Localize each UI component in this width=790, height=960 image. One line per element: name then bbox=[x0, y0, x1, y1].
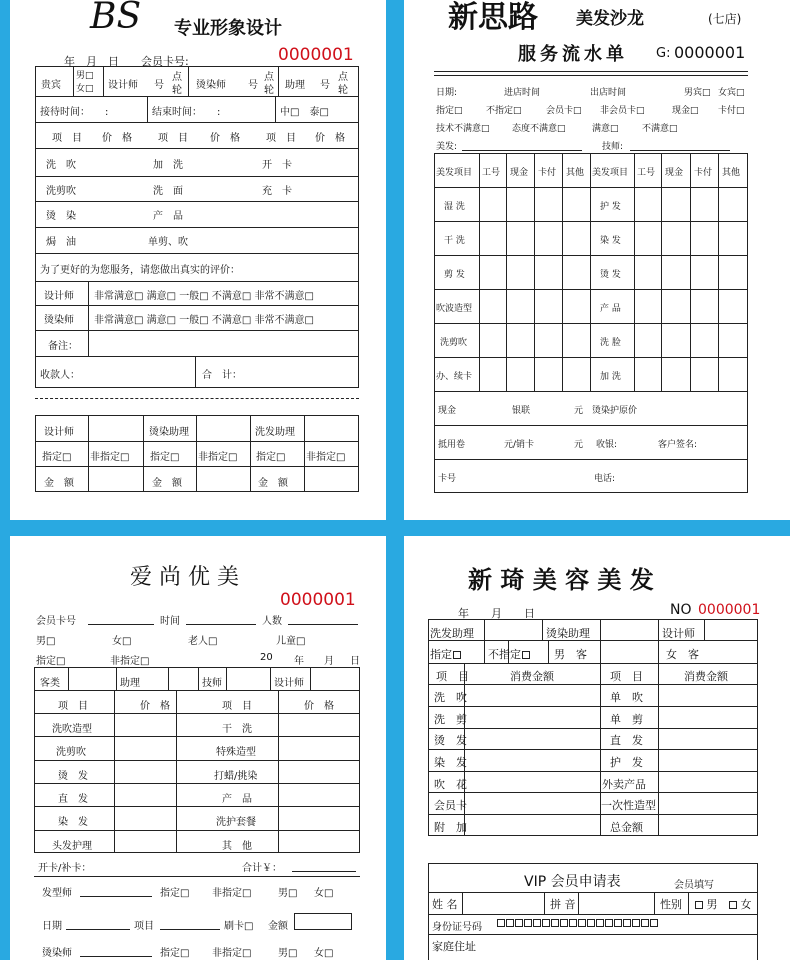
checkbox-icon[interactable] bbox=[695, 901, 703, 909]
service-item: 染 发 bbox=[434, 756, 467, 769]
service-item: 附 加 bbox=[434, 821, 467, 834]
vip-subtitle: 会员填写 bbox=[674, 880, 714, 891]
digit-box[interactable] bbox=[587, 919, 595, 927]
item-label: 项目 bbox=[134, 921, 154, 932]
digit-box[interactable] bbox=[614, 919, 622, 927]
header-item: 项 目 bbox=[158, 133, 188, 144]
elder-checkbox[interactable]: 老人□ bbox=[188, 636, 218, 647]
digit-box[interactable] bbox=[497, 919, 505, 927]
id-number-label: 身份证号码 bbox=[432, 922, 482, 933]
brand-name: 新思路 bbox=[448, 0, 538, 35]
pinyin-label: 拼 音 bbox=[550, 898, 576, 911]
assign-checkbox[interactable]: 指定□ bbox=[42, 452, 72, 463]
id-number-boxes[interactable] bbox=[496, 918, 658, 929]
assign-label: 指定 bbox=[430, 648, 452, 661]
service-item: 单 剪 bbox=[610, 713, 643, 726]
digit-box[interactable] bbox=[605, 919, 613, 927]
gender-label: 性别 bbox=[660, 898, 682, 911]
attitude-unsatisfied-checkbox[interactable]: 态度不满意□ bbox=[512, 124, 566, 134]
evaluation-prompt: 为了更好的为您服务，请您做出真实的评价： bbox=[40, 265, 240, 276]
satisfied-checkbox[interactable]: 满意□ bbox=[592, 124, 619, 134]
amount-label: 金额 bbox=[268, 921, 288, 932]
service-item: 头发护理 bbox=[52, 841, 92, 852]
female-checkbox[interactable] bbox=[728, 896, 752, 912]
form-title: 服务流水单 bbox=[518, 44, 628, 65]
service-item: 染 发 bbox=[600, 236, 621, 246]
digit-box[interactable] bbox=[506, 919, 514, 927]
header-job-no: 工号 bbox=[482, 168, 501, 178]
day-label: 日 bbox=[350, 656, 360, 667]
unassign-checkbox[interactable]: 非指定□ bbox=[212, 888, 252, 899]
service-item: 洗剪吹 bbox=[56, 747, 86, 758]
service-item: 洗 面 bbox=[153, 186, 183, 197]
header-item: 美发项目 bbox=[592, 168, 629, 178]
unassign-checkbox[interactable]: 非指定□ bbox=[90, 452, 130, 463]
serial-number: 0000001 bbox=[674, 43, 746, 62]
end-time: 结束时间： : bbox=[152, 107, 221, 118]
male-checkbox[interactable]: 男□ bbox=[36, 636, 56, 647]
header-item: 项 目 bbox=[266, 133, 296, 144]
male-checkbox[interactable] bbox=[694, 896, 718, 912]
service-item: 直 发 bbox=[58, 794, 88, 805]
service-item: 一次性造型 bbox=[601, 799, 656, 812]
service-item: 办、续卡 bbox=[436, 372, 473, 382]
eval-designer-options[interactable]: 非常满意□ 满意□ 一般□ 不满意□ 非常不满意□ bbox=[94, 291, 314, 302]
form-title: 专业形象设计 bbox=[174, 18, 282, 39]
header-price: 价 格 bbox=[210, 133, 240, 144]
bs-logo: BS bbox=[90, 0, 142, 37]
designer-label: 设计师 bbox=[274, 678, 304, 689]
header-item: 美发项目 bbox=[436, 168, 473, 178]
service-item: 洗 吹 bbox=[434, 691, 467, 704]
header-other: 其他 bbox=[722, 168, 741, 178]
date-line: 年 月 日 bbox=[458, 607, 535, 620]
bottom-perm-assistant: 烫染助理 bbox=[149, 427, 189, 438]
female-checkbox[interactable]: 女□ bbox=[76, 84, 94, 94]
service-item: 烫 发 bbox=[58, 771, 88, 782]
bottom-designer: 设计师 bbox=[44, 427, 74, 438]
service-item: 单 吹 bbox=[610, 691, 643, 704]
checkbox-icon[interactable] bbox=[729, 901, 737, 909]
g-prefix: G: bbox=[656, 46, 671, 61]
perm-stylist-label: 烫染师 bbox=[196, 80, 226, 91]
digit-box[interactable] bbox=[569, 919, 577, 927]
female-label: 女 bbox=[740, 898, 752, 911]
vip-title: VIP 会员申请表 bbox=[524, 874, 621, 890]
assign-checkbox[interactable]: 指定□ bbox=[436, 106, 463, 116]
stylist-label: 发型师 bbox=[42, 888, 72, 899]
service-item: 吹 花 bbox=[434, 778, 467, 791]
eval-stylist-label: 烫染师 bbox=[44, 315, 74, 326]
service-item: 总金额 bbox=[610, 821, 643, 834]
unsatisfied-checkbox[interactable]: 不满意□ bbox=[642, 124, 678, 134]
vip-label: 贵宾 bbox=[41, 80, 61, 91]
people-count-label: 人数 bbox=[262, 616, 282, 627]
checkin-time-label: 进店时间 bbox=[504, 88, 541, 98]
service-item: 剪 发 bbox=[444, 270, 465, 280]
service-item: 特殊造型 bbox=[216, 747, 256, 758]
designer-label: 设计师 bbox=[108, 80, 138, 91]
service-item: 开 卡 bbox=[262, 160, 292, 171]
service-item: 加 洗 bbox=[600, 372, 621, 382]
card-cancel-label: 元/销卡 bbox=[504, 440, 535, 450]
form-xinqi bbox=[404, 536, 790, 960]
header-price: 价 格 bbox=[315, 133, 345, 144]
bottom-wash-assistant: 洗发助理 bbox=[255, 427, 295, 438]
cash-label: 现金 bbox=[438, 406, 457, 416]
service-item: 干 洗 bbox=[444, 236, 465, 246]
form-aishang bbox=[10, 536, 386, 960]
designer-label: 设计师 bbox=[662, 627, 695, 640]
digit-box[interactable] bbox=[650, 919, 658, 927]
digit-box[interactable] bbox=[542, 919, 550, 927]
service-item: 打蜡/挑染 bbox=[214, 771, 258, 782]
amount-field[interactable] bbox=[294, 913, 352, 930]
assistant-label: 助理 bbox=[120, 678, 140, 689]
service-item: 洗吹造型 bbox=[52, 724, 92, 735]
no-label: 号 bbox=[154, 80, 164, 91]
header-card: 卡付 bbox=[538, 168, 557, 178]
unassign-checkbox[interactable]: 非指定□ bbox=[110, 656, 150, 667]
point-label: 点 bbox=[172, 72, 182, 83]
header-item: 项 目 bbox=[52, 133, 82, 144]
total-label: 合 计： bbox=[202, 370, 242, 381]
unassign-label: 不指定 bbox=[488, 648, 521, 661]
note-label: 备注： bbox=[48, 341, 78, 352]
service-item: 吹波造型 bbox=[436, 304, 473, 314]
no-label: 号 bbox=[248, 80, 258, 91]
unionpay-label: 银联 bbox=[512, 406, 531, 416]
assign-checkbox[interactable]: 指定□ bbox=[150, 452, 180, 463]
point-label: 点 bbox=[264, 72, 274, 83]
header-cash: 现金 bbox=[665, 168, 684, 178]
assistant-label: 助理 bbox=[285, 80, 305, 91]
female-checkbox[interactable]: 女□ bbox=[314, 888, 334, 899]
male-checkbox[interactable]: 男□ bbox=[76, 71, 94, 81]
amount-label: 金 额 bbox=[44, 478, 74, 489]
service-item: 会员卡 bbox=[434, 799, 467, 812]
service-item: 烫 发 bbox=[600, 270, 621, 280]
serial-number: 0000001 bbox=[698, 602, 761, 618]
female-checkbox[interactable]: 女□ bbox=[112, 636, 132, 647]
card-pay-checkbox[interactable]: 卡付□ bbox=[718, 106, 745, 116]
service-item: 焗 油 bbox=[46, 237, 76, 248]
brand-salon: 美发沙龙 bbox=[576, 9, 644, 29]
service-item: 洗 剪 bbox=[434, 713, 467, 726]
header-item: 项 目 bbox=[436, 670, 469, 683]
eval-designer-label: 设计师 bbox=[44, 291, 74, 302]
female-checkbox[interactable]: 女□ bbox=[314, 948, 334, 959]
service-item: 护 发 bbox=[610, 756, 643, 769]
total-label: 合计￥： bbox=[242, 863, 282, 874]
service-item: 单剪、吹 bbox=[148, 237, 188, 248]
service-item: 产 品 bbox=[222, 794, 252, 805]
date-label: 日期: bbox=[436, 88, 458, 98]
cash-checkbox[interactable]: 现金□ bbox=[672, 106, 699, 116]
yuan-label: 元 bbox=[574, 406, 584, 416]
digit-box[interactable] bbox=[641, 919, 649, 927]
assign-checkbox[interactable]: 指定□ bbox=[160, 948, 190, 959]
customer-signature-label: 客户签名: bbox=[658, 440, 698, 450]
male-guest-checkbox[interactable]: 男宾□ bbox=[684, 88, 711, 98]
customer-type-label: 客类 bbox=[40, 678, 60, 689]
header-price: 价 格 bbox=[102, 133, 132, 144]
digit-box[interactable] bbox=[596, 919, 604, 927]
assign-checkbox[interactable]: 指定□ bbox=[36, 656, 66, 667]
phone-label: 电话: bbox=[594, 474, 616, 484]
checkbox-icon[interactable] bbox=[522, 651, 530, 659]
digit-box[interactable] bbox=[524, 919, 532, 927]
swipe-card-checkbox[interactable]: 刷卡□ bbox=[224, 921, 254, 932]
digit-box[interactable] bbox=[533, 919, 541, 927]
digit-box[interactable] bbox=[578, 919, 586, 927]
unassign-checkbox[interactable]: 非指定□ bbox=[212, 948, 252, 959]
header-price: 价 格 bbox=[304, 701, 334, 712]
assign-checkbox[interactable]: 指定□ bbox=[160, 888, 190, 899]
unassign-checkbox[interactable] bbox=[488, 646, 530, 662]
child-checkbox[interactable]: 儿童□ bbox=[276, 636, 306, 647]
service-item: 充 卡 bbox=[262, 186, 292, 197]
year-prefix: 20 bbox=[260, 652, 273, 663]
unassign-checkbox[interactable]: 非指定□ bbox=[306, 452, 346, 463]
home-address-label: 家庭住址 bbox=[432, 940, 476, 953]
amount-label: 金 额 bbox=[152, 478, 182, 489]
digit-box[interactable] bbox=[560, 919, 568, 927]
eval-stylist-options[interactable]: 非常满意□ 满意□ 一般□ 不满意□ 非常不满意□ bbox=[94, 315, 314, 326]
technician-label: 技师 bbox=[202, 678, 222, 689]
service-item: 洗剪吹 bbox=[46, 186, 76, 197]
assign-checkbox[interactable]: 指定□ bbox=[256, 452, 286, 463]
style-checkboxes[interactable]: 中□ 泰□ bbox=[280, 107, 329, 118]
time-label: 时间 bbox=[160, 616, 180, 627]
member-card-checkbox[interactable]: 会员卡□ bbox=[546, 106, 582, 116]
service-item: 产 品 bbox=[153, 211, 183, 222]
assign-checkbox[interactable] bbox=[430, 646, 461, 662]
female-guest-label: 女 客 bbox=[666, 648, 699, 661]
unassign-checkbox[interactable]: 非指定□ bbox=[198, 452, 238, 463]
checkbox-icon[interactable] bbox=[453, 651, 461, 659]
header-amount: 消费金额 bbox=[684, 670, 728, 683]
service-item: 染 发 bbox=[58, 817, 88, 828]
turn-label: 轮 bbox=[338, 85, 348, 96]
male-checkbox[interactable]: 男□ bbox=[278, 948, 298, 959]
male-label: 男 bbox=[706, 898, 718, 911]
no-prefix: NO bbox=[670, 602, 692, 618]
service-item: 外卖产品 bbox=[602, 778, 646, 791]
serial-number: 0000001 bbox=[278, 45, 354, 65]
member-card-label: 会员卡号 bbox=[36, 616, 76, 627]
service-item: 直 发 bbox=[610, 734, 643, 747]
form-title: 新 琦 美 容 美 发 bbox=[468, 565, 654, 594]
year-label: 年 bbox=[294, 656, 304, 667]
header-other: 其他 bbox=[566, 168, 585, 178]
service-item: 干 洗 bbox=[222, 724, 252, 735]
date-line: 年 月 日 会员卡号: bbox=[64, 55, 189, 68]
non-member-checkbox[interactable]: 非会员卡□ bbox=[600, 106, 645, 116]
service-item: 加 洗 bbox=[153, 160, 183, 171]
perm-assistant-label: 烫染助理 bbox=[546, 627, 590, 640]
perm-stylist-label: 烫染师 bbox=[42, 948, 72, 959]
service-item: 烫 染 bbox=[46, 211, 76, 222]
service-item: 洗 脸 bbox=[600, 338, 621, 348]
voucher-label: 抵用卷 bbox=[438, 440, 466, 450]
header-amount: 消费金额 bbox=[510, 670, 554, 683]
cashier-label: 收款人： bbox=[40, 370, 80, 381]
service-item: 洗剪吹 bbox=[440, 338, 468, 348]
header-item: 项 目 bbox=[222, 701, 252, 712]
date-label: 日期 bbox=[42, 921, 62, 932]
yuan-label: 元 bbox=[574, 440, 584, 450]
header-item: 项 目 bbox=[610, 670, 643, 683]
form-xinsilu bbox=[404, 0, 790, 520]
technician-label: 技师: bbox=[602, 142, 624, 152]
header-price: 价 格 bbox=[140, 701, 170, 712]
service-item: 其 他 bbox=[222, 841, 252, 852]
unassign-checkbox[interactable]: 不指定□ bbox=[486, 106, 522, 116]
female-guest-checkbox[interactable]: 女宾□ bbox=[718, 88, 745, 98]
digit-box[interactable] bbox=[623, 919, 631, 927]
male-checkbox[interactable]: 男□ bbox=[278, 888, 298, 899]
point-label: 点 bbox=[338, 72, 348, 83]
service-item: 护 发 bbox=[600, 202, 621, 212]
digit-box[interactable] bbox=[632, 919, 640, 927]
name-label: 姓 名 bbox=[432, 898, 458, 911]
reception-time: 接待时间： : bbox=[40, 107, 109, 118]
header-cash: 现金 bbox=[510, 168, 529, 178]
card-no-label: 卡号 bbox=[438, 474, 457, 484]
digit-box[interactable] bbox=[551, 919, 559, 927]
turn-label: 轮 bbox=[264, 85, 274, 96]
month-label: 月 bbox=[324, 656, 334, 667]
branch-label: (七店) bbox=[708, 12, 742, 26]
form-title: 爱 尚 优 美 bbox=[130, 565, 239, 590]
wash-assistant-label: 洗发助理 bbox=[430, 627, 474, 640]
service-item: 烫 发 bbox=[434, 734, 467, 747]
header-card: 卡付 bbox=[694, 168, 713, 178]
open-card-label: 开卡/补卡： bbox=[38, 863, 92, 874]
digit-box[interactable] bbox=[515, 919, 523, 927]
form-bs bbox=[10, 0, 386, 520]
cashier-label: 收银: bbox=[596, 440, 618, 450]
no-label: 号 bbox=[320, 80, 330, 91]
original-price-label: 烫染护原价 bbox=[592, 406, 638, 416]
header-job-no: 工号 bbox=[637, 168, 656, 178]
male-guest-label: 男 客 bbox=[554, 648, 587, 661]
header-item: 项 目 bbox=[58, 701, 88, 712]
service-item: 洗护套餐 bbox=[216, 817, 256, 828]
amount-label: 金 额 bbox=[258, 478, 288, 489]
tech-unsatisfied-checkbox[interactable]: 技术不满意□ bbox=[436, 124, 490, 134]
serial-number: 0000001 bbox=[280, 590, 356, 610]
checkout-time-label: 出店时间 bbox=[590, 88, 627, 98]
service-item: 湿 洗 bbox=[444, 202, 465, 212]
turn-label: 轮 bbox=[172, 85, 182, 96]
service-item: 产 品 bbox=[600, 304, 621, 314]
hairdresser-label: 美发: bbox=[436, 142, 458, 152]
service-item: 洗 吹 bbox=[46, 160, 76, 171]
